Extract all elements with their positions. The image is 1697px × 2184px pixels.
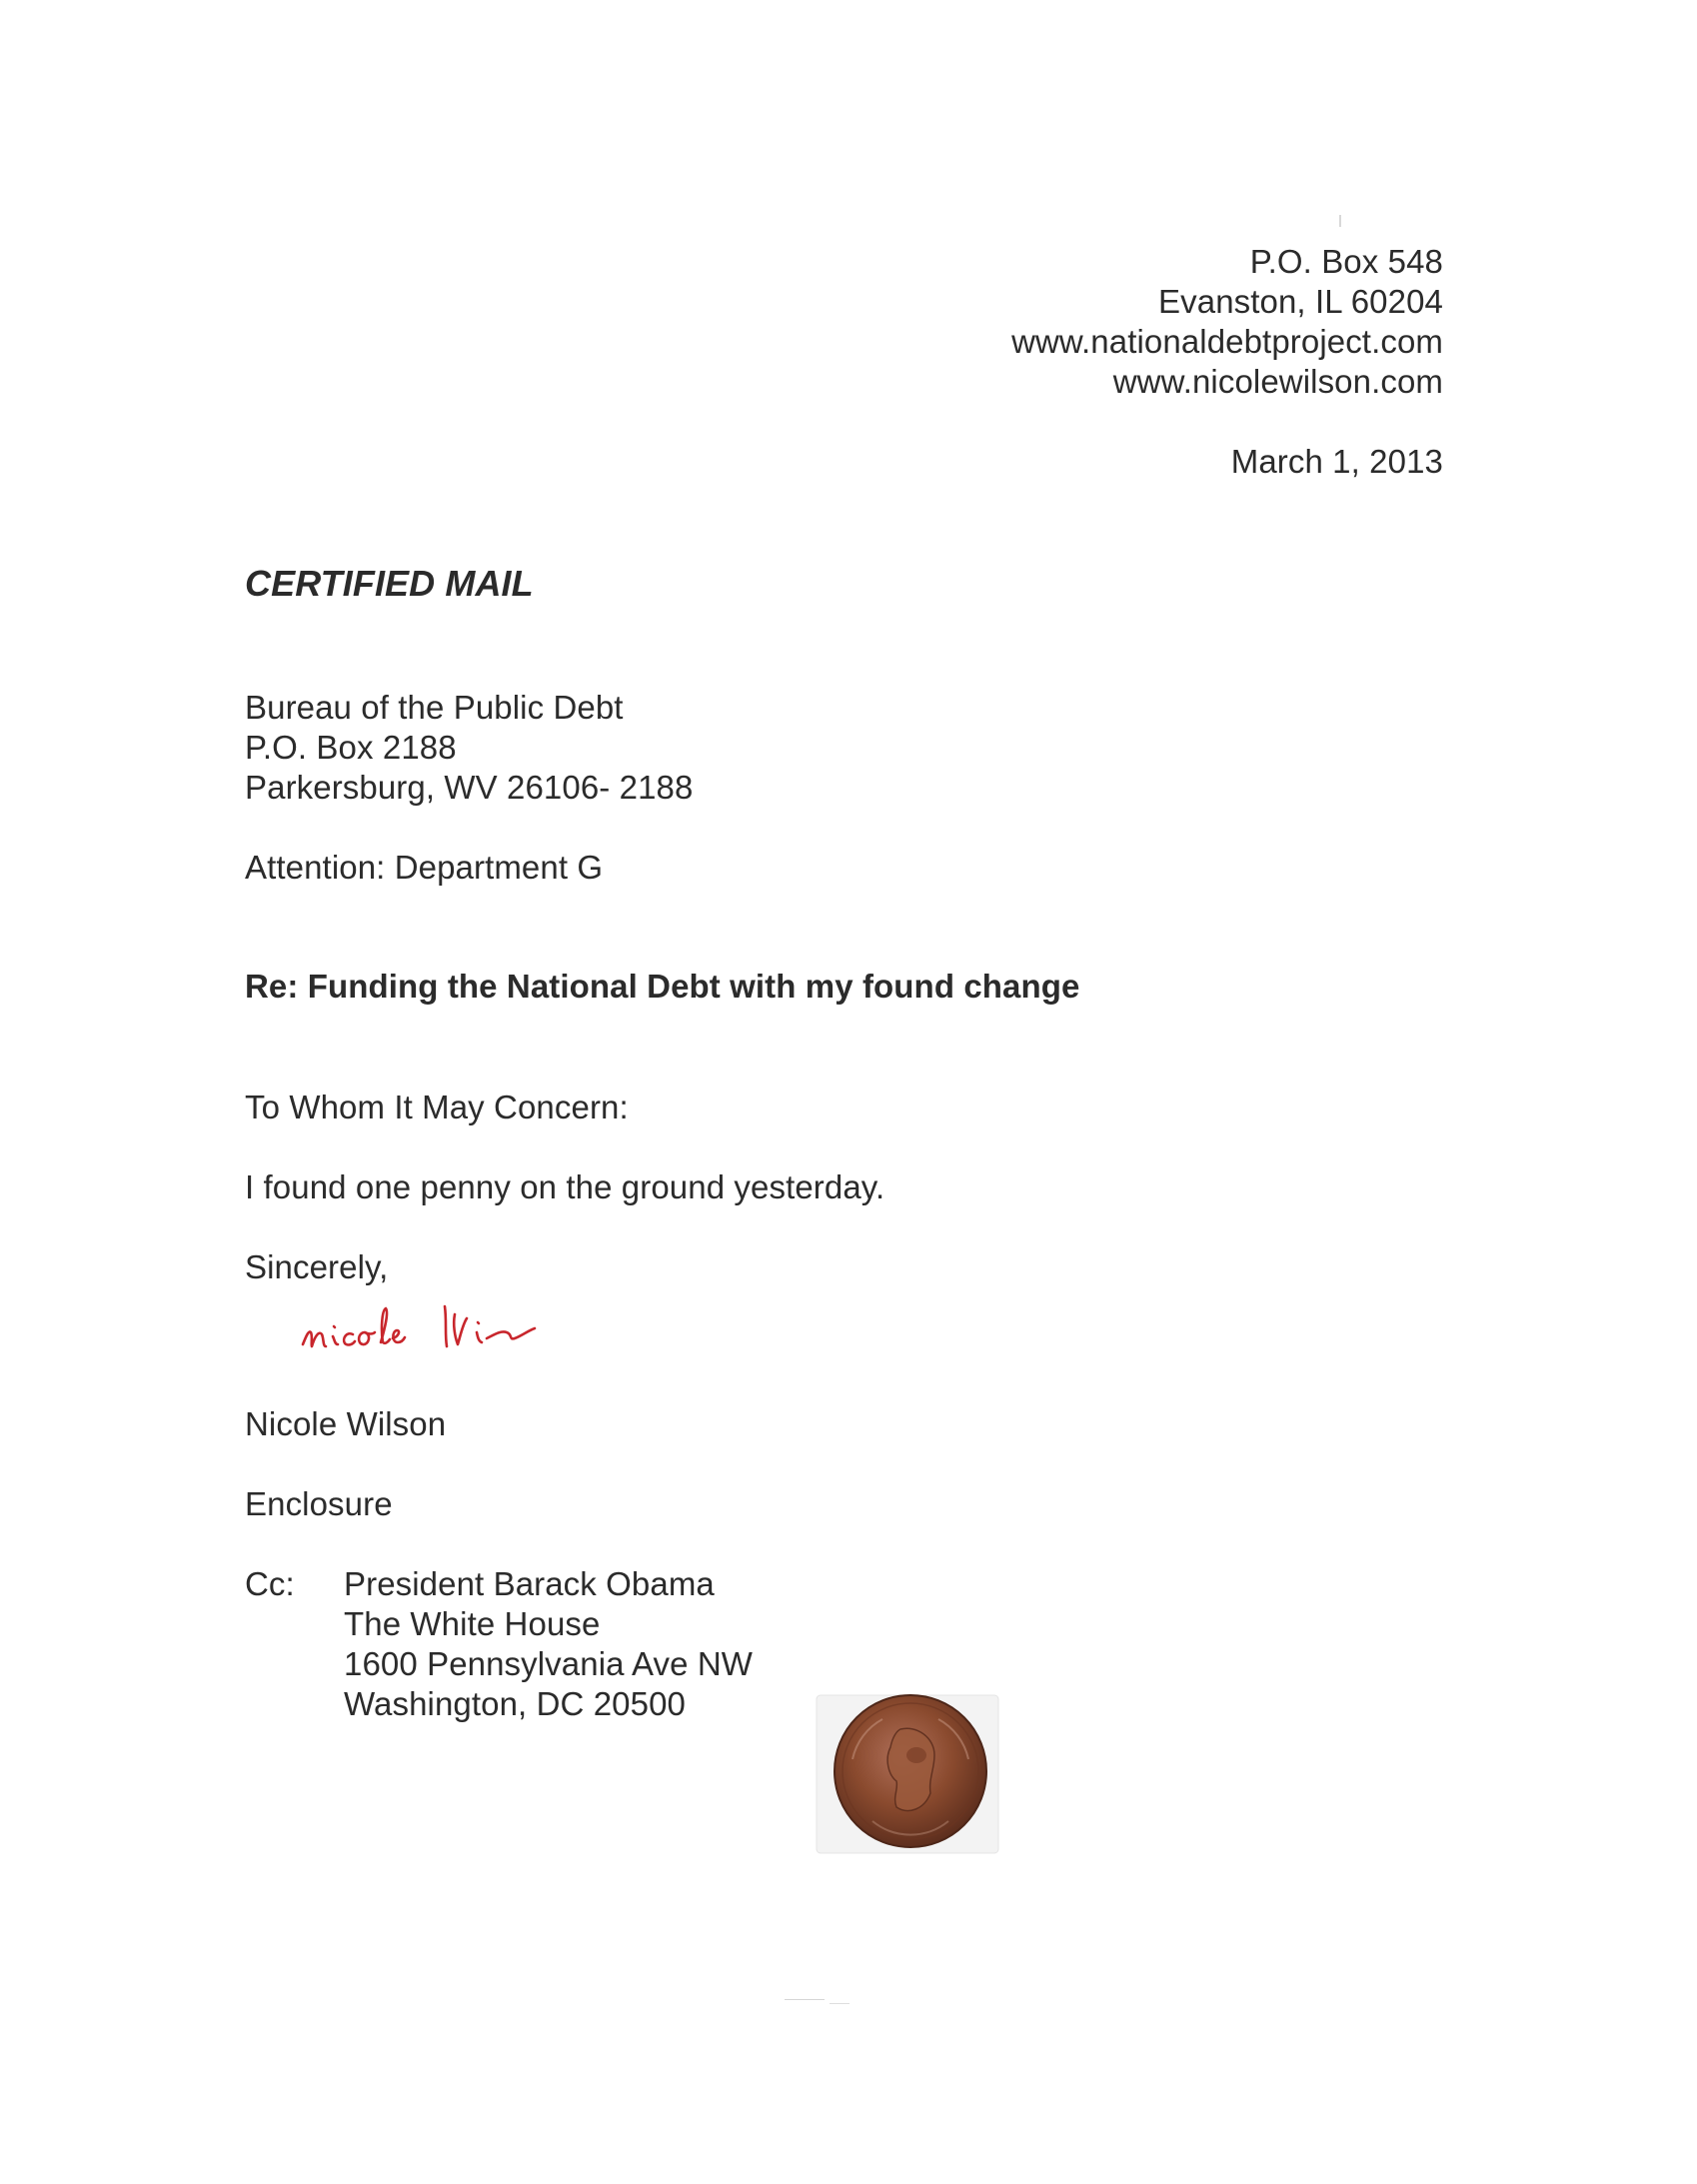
cc-line-3: 1600 Pennsylvania Ave NW xyxy=(344,1645,754,1682)
scan-speck xyxy=(785,1999,825,2000)
recipient-address-line2: Parkersburg, WV 26106- 2188 xyxy=(245,769,694,806)
taped-penny-image xyxy=(813,1689,1002,1859)
cc-label: Cc: xyxy=(245,1565,295,1602)
subject-line: Re: Funding the National Debt with my found change xyxy=(245,968,1080,1005)
attention-line: Attention: Department G xyxy=(245,849,604,886)
recipient-name: Bureau of the Public Debt xyxy=(245,689,624,726)
recipient-address-line1: P.O. Box 2188 xyxy=(245,729,457,766)
scan-speck xyxy=(1339,215,1341,227)
sender-website-2: www.nicolewilson.com xyxy=(1112,363,1443,400)
sender-address-line1: P.O. Box 548 xyxy=(1249,243,1443,280)
cc-line-4: Washington, DC 20500 xyxy=(344,1685,686,1722)
cc-line-2: The White House xyxy=(344,1605,601,1642)
letter-body: I found one penny on the ground yesterday. xyxy=(245,1168,885,1205)
scan-speck xyxy=(830,2003,849,2004)
closing: Sincerely, xyxy=(245,1248,389,1285)
signer-name: Nicole Wilson xyxy=(245,1405,447,1442)
handwritten-signature xyxy=(295,1284,625,1374)
sender-address-line2: Evanston, IL 60204 xyxy=(1158,283,1443,320)
letter-date: March 1, 2013 xyxy=(1230,443,1443,480)
salutation: To Whom It May Concern: xyxy=(245,1089,629,1125)
sender-website-1: www.nationaldebtproject.com xyxy=(1011,323,1443,360)
cc-line-1: President Barack Obama xyxy=(344,1565,715,1602)
delivery-method: CERTIFIED MAIL xyxy=(245,563,534,604)
enclosure-note: Enclosure xyxy=(245,1485,393,1522)
